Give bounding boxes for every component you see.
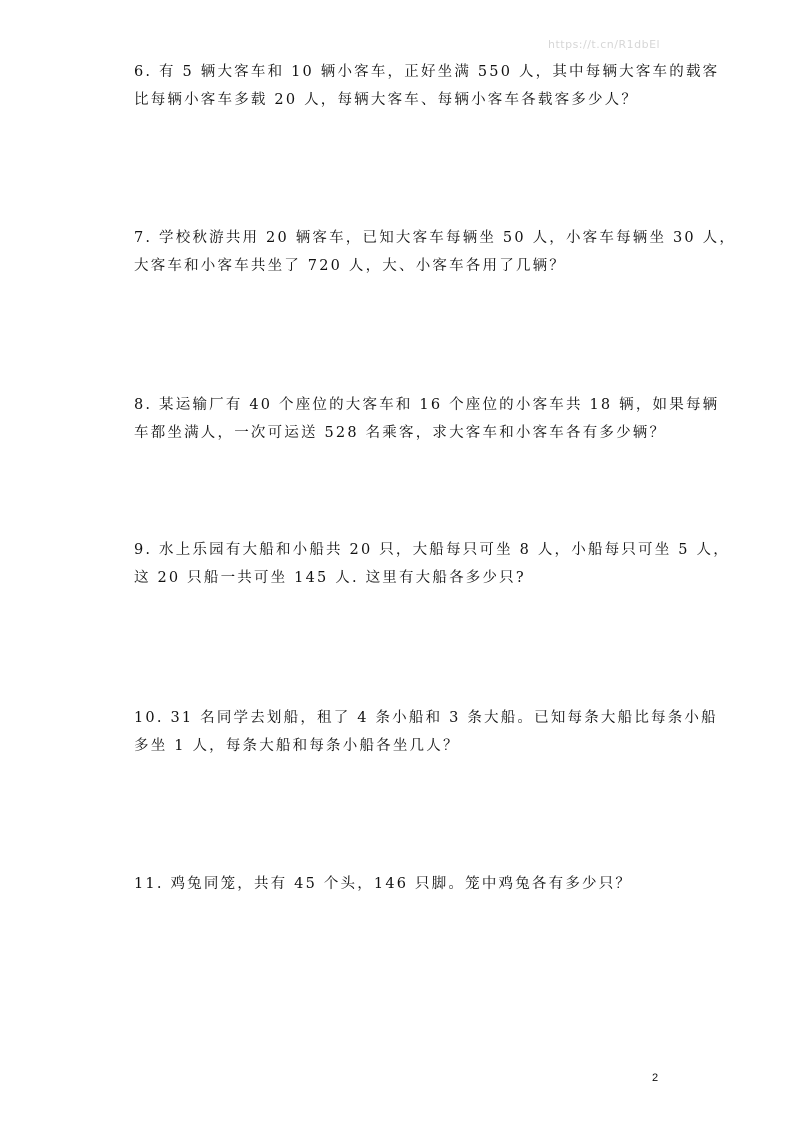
question-10-line-2: 多坐 1 人，每条大船和每条小船各坐几人？: [134, 738, 460, 754]
question-8-line-1: 8. 某运输厂有 40 个座位的大客车和 16 个座位的小客车共 18 辆，如果每辆: [134, 397, 720, 413]
question-9-line-1: 9. 水上乐园有大船和小船共 20 只，大船每只可坐 8 人，小船每只可坐 5 人，: [134, 542, 730, 558]
question-7: [134, 224, 737, 280]
question-6-line-2: 比每辆小客车多载 20 人，每辆大客车、每辆小客车各载客多少人？: [134, 92, 639, 108]
watermark-url: https://t.cn/R1dbEl: [548, 38, 661, 51]
question-8: [134, 391, 720, 447]
question-9: [134, 536, 730, 592]
question-7-line-2: 大客车和小客车共坐了 720 人，大、小客车各用了几辆？: [134, 258, 566, 274]
question-6: [134, 58, 720, 114]
page-number: 2: [652, 1072, 659, 1084]
question-10: [134, 704, 718, 760]
question-11-line-1: 11. 鸡兔同笼，共有 45 个头，146 只脚。笼中鸡兔各有多少只？: [134, 876, 633, 892]
question-9-line-2: 这 20 只船一共可坐 145 人. 这里有大船各多少只?: [134, 570, 526, 586]
question-7-line-1: 7. 学校秋游共用 20 辆客车，已知大客车每辆坐 50 人，小客车每辆坐 30 人，: [134, 230, 737, 246]
question-6-line-1: 6. 有 5 辆大客车和 10 辆小客车，正好坐满 550 人，其中每辆大客车的载客: [134, 64, 720, 80]
question-10-line-1: 10. 31 名同学去划船，租了 4 条小船和 3 条大船。已知每条大船比每条小船: [134, 710, 718, 726]
question-11: [134, 870, 674, 898]
question-8-line-2: 车都坐满人，一次可运送 528 名乘客，求大客车和小客车各有多少辆？: [134, 425, 667, 441]
